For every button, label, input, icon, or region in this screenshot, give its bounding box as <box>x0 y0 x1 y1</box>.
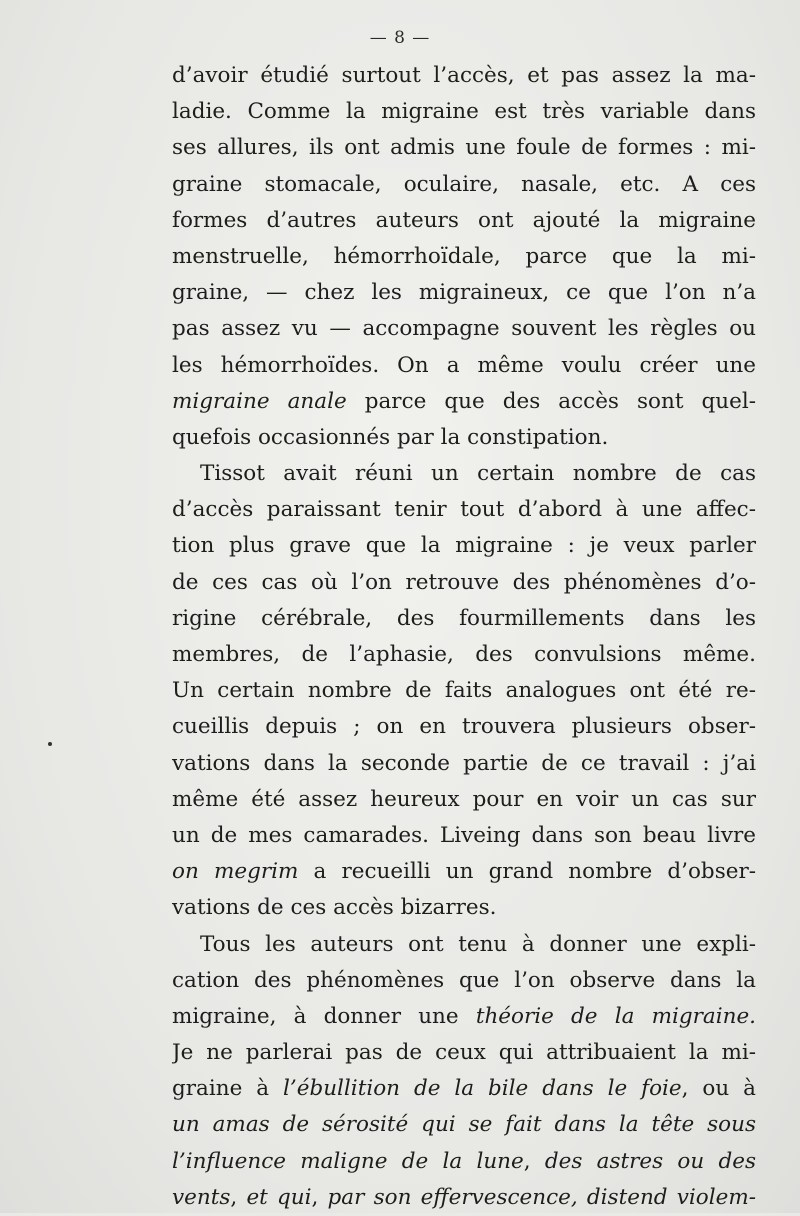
text-line <box>172 746 756 782</box>
text-segment: ses allures, ils ont admis une foule de formes : mi- <box>172 135 756 161</box>
text-segment: a recueilli un grand nombre d’obser- <box>298 859 756 885</box>
text-line <box>172 1071 756 1107</box>
text-segment: quefois occasionnés par la constipation. <box>172 424 609 450</box>
text-segment: , <box>230 1184 247 1210</box>
text-line <box>172 492 756 528</box>
text-line <box>172 999 756 1035</box>
text-line <box>172 601 756 637</box>
text-line <box>172 420 756 456</box>
text-segment: cueillis depuis ; on en trouvera plusieurs obser- <box>172 714 756 740</box>
text-segment: Tous les auteurs ont tenu à donner une expli- <box>200 931 756 957</box>
text-segment: migraine, à donner une <box>172 1003 476 1029</box>
italic-segment: théorie de la migraine. <box>475 1003 756 1029</box>
text-segment: un de mes camarades. Liveing dans son beau livre <box>172 822 756 848</box>
italic-segment: l’ébullition de la bile dans le foie <box>283 1076 682 1102</box>
text-line <box>172 275 756 311</box>
text-segment: menstruelle, hémorrhoïdale, parce que la mi- <box>172 243 756 269</box>
text-segment: de ces cas où l’on retrouve des phénomènes d’o- <box>172 569 756 595</box>
text-segment: Je ne parlerai pas de ceux qui attribuaient la mi- <box>172 1040 756 1066</box>
text-segment: ladie. Comme la migraine est très variable dans <box>172 99 756 125</box>
text-segment: parce que des accès sont quel- <box>346 388 756 414</box>
body-text <box>172 58 756 1216</box>
italic-segment: des astres ou des <box>544 1148 756 1174</box>
text-line <box>172 890 756 926</box>
text-line <box>172 239 756 275</box>
text-line <box>172 456 756 492</box>
text-segment: , <box>523 1148 545 1174</box>
text-segment: graine, — chez les migraineux, ce que l’on n’a <box>172 280 756 306</box>
text-line <box>172 130 756 166</box>
text-segment: même été assez heureux pour en voir un cas sur <box>172 786 756 812</box>
text-line <box>172 565 756 601</box>
text-line <box>172 203 756 239</box>
text-line <box>172 1107 756 1143</box>
text-line <box>172 311 756 347</box>
text-line <box>172 963 756 999</box>
text-segment: vations de ces accès bizarres. <box>172 895 497 921</box>
text-line <box>172 637 756 673</box>
italic-segment: l’influence maligne de la lune <box>172 1148 524 1174</box>
text-line <box>172 1144 756 1180</box>
text-segment: Tissot avait réuni un certain nombre de cas <box>200 461 756 487</box>
page-number: — 8 — <box>369 28 431 48</box>
text-line <box>172 528 756 564</box>
text-line <box>172 673 756 709</box>
italic-segment: un amas de sérosité qui se fait dans la tête sous <box>172 1112 756 1138</box>
text-line <box>172 384 756 420</box>
text-segment: pas assez vu — accompagne souvent les règles ou <box>172 316 756 342</box>
text-segment: cation des phénomènes que l’on observe dans la <box>172 967 756 993</box>
text-line <box>172 348 756 384</box>
text-segment: , <box>311 1184 328 1210</box>
text-line <box>172 167 756 203</box>
text-line <box>172 94 756 130</box>
italic-segment: on megrim <box>172 859 299 885</box>
text-line <box>172 1180 756 1216</box>
text-segment: membres, de l’aphasie, des convulsions même. <box>172 642 756 667</box>
text-line <box>172 927 756 963</box>
text-line <box>172 854 756 890</box>
text-segment: vations dans la seconde partie de ce travail : j’ai <box>172 750 756 776</box>
text-segment: d’accès paraissant tenir tout d’abord à une affec- <box>172 497 756 523</box>
text-segment: les hémorrhoïdes. On a même voulu créer une <box>172 352 756 378</box>
italic-segment: vents <box>172 1184 231 1210</box>
text-segment: rigine cérébrale, des fourmillements dans les <box>172 605 756 631</box>
italic-segment: par son effervescence, distend violem- <box>327 1184 756 1210</box>
text-segment: tion plus grave que la migraine : je veux parler <box>172 533 756 559</box>
text-segment: graine à <box>172 1076 284 1102</box>
text-segment: d’avoir étudié surtout l’accès, et pas assez la ma- <box>172 63 756 88</box>
ink-speck <box>48 742 52 746</box>
text-line <box>172 709 756 745</box>
text-segment: Un certain nombre de faits analogues ont été re- <box>172 678 756 704</box>
text-segment: , ou à <box>681 1076 756 1102</box>
italic-segment: migraine anale <box>172 388 347 414</box>
text-line <box>172 58 756 94</box>
text-line <box>172 782 756 818</box>
text-segment: graine stomacale, oculaire, nasale, etc. A ces <box>172 171 756 197</box>
text-line <box>172 818 756 854</box>
text-segment: formes d’autres auteurs ont ajouté la migraine <box>172 207 756 233</box>
italic-segment: et qui <box>246 1184 312 1210</box>
text-line <box>172 1035 756 1071</box>
